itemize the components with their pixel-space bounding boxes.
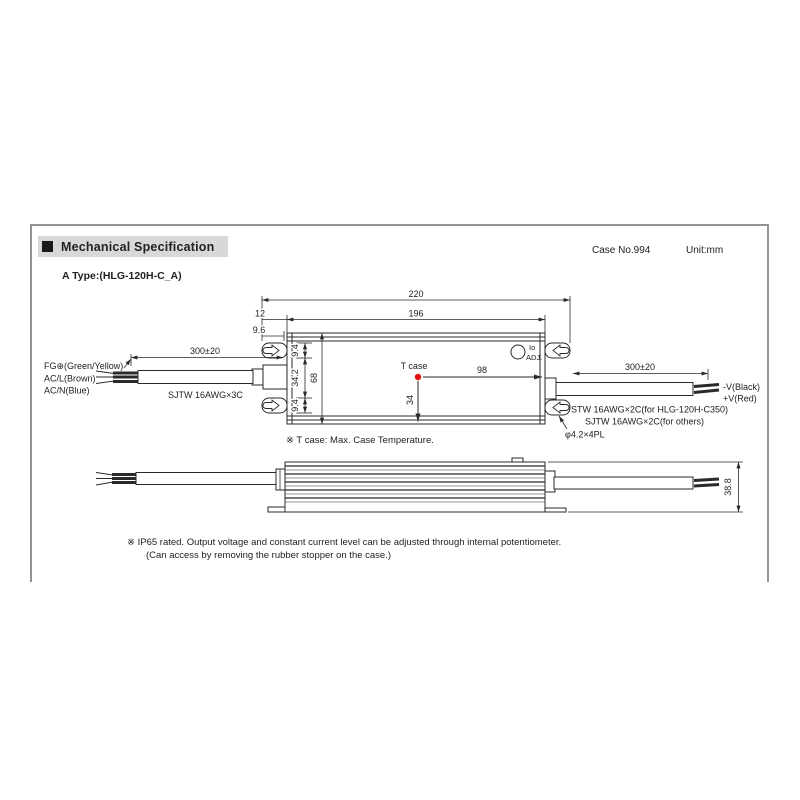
unit-label: Unit:mm (686, 245, 724, 256)
input-wires (113, 373, 139, 382)
output-cable (556, 383, 693, 396)
input-cable-gland (263, 365, 287, 389)
input-cable-side (136, 473, 276, 485)
tcase-note: ※ T case: Max. Case Temperature. (286, 435, 434, 446)
io-adj-knob (511, 345, 525, 359)
output-cable-label-2: SJTW 16AWG×2C(for others) (585, 416, 704, 427)
io-adj-label-2: ADJ. (526, 353, 543, 362)
fg-leader (124, 359, 131, 368)
mounting-ear (545, 343, 570, 358)
input-cable-label: SJTW 16AWG×3C (168, 390, 243, 400)
output-wires (694, 385, 719, 393)
input-cable-gland-step (252, 369, 263, 385)
dim-196: 196 (408, 308, 424, 319)
dim-12: 12 (254, 308, 266, 319)
fg-label: FG⊕(Green/Yellow) (44, 361, 124, 371)
tcase-label: T case (400, 361, 428, 371)
v-pos-label: +V(Red) (723, 393, 757, 404)
ac-l-label: AC/L(Brown) (44, 373, 96, 384)
dim-output-300: 300±20 (625, 362, 655, 372)
dim-98: 98 (476, 365, 488, 375)
output-cable-label-1: STW 16AWG×2C(for HLG-120H-C350) (571, 404, 728, 415)
input-wires-side (112, 475, 137, 483)
dim-9.6: 9.6 (252, 325, 266, 335)
dim-68: 68 (309, 372, 319, 384)
dim-220: 220 (408, 289, 424, 299)
output-cable-gland (545, 378, 556, 399)
dim-34.2: 34.2 (290, 369, 300, 387)
ip65-note-line1: ※ IP65 rated. Output voltage and constant current level can be adjusted through internal potentiometer. (127, 537, 562, 548)
dim-input-300: 300±20 (190, 346, 220, 356)
side-view (96, 458, 743, 512)
output-cable-side (554, 477, 693, 489)
hole-leader (559, 416, 567, 429)
ip65-note-line2: (Can access by removing the rubber stopper on the case.) (146, 550, 392, 561)
dim-38.8: 38.8 (723, 478, 733, 496)
v-neg-label: -V(Black) (723, 382, 761, 392)
input-wire-tips (96, 371, 114, 384)
dim-9.4-bottom: 9.4 (290, 399, 300, 412)
mounting-ear (262, 343, 287, 358)
dim-34: 34 (405, 394, 415, 406)
tcase-point (415, 374, 421, 380)
input-wire-tips-side (96, 473, 113, 486)
io-adj-label-1: Io (529, 343, 536, 352)
mounting-ear (262, 398, 287, 413)
ac-n-label: AC/N(Blue) (44, 385, 90, 396)
mounting-ear (545, 400, 570, 415)
mounting-foot (268, 507, 285, 512)
output-wires-side (694, 479, 719, 486)
mounting-hole-label: φ4.2×4PL (565, 429, 605, 440)
dim-9.4-top: 9.4 (290, 344, 300, 357)
mounting-foot (545, 508, 566, 512)
psu-body-side (285, 462, 545, 512)
case-number: Case No.994 (592, 245, 651, 256)
type-label: A Type:(HLG-120H-C_A) (62, 270, 182, 282)
section-title: Mechanical Specification (61, 239, 215, 254)
input-gland-side (276, 469, 285, 490)
rubber-stopper (512, 458, 523, 462)
input-cable (138, 371, 253, 384)
